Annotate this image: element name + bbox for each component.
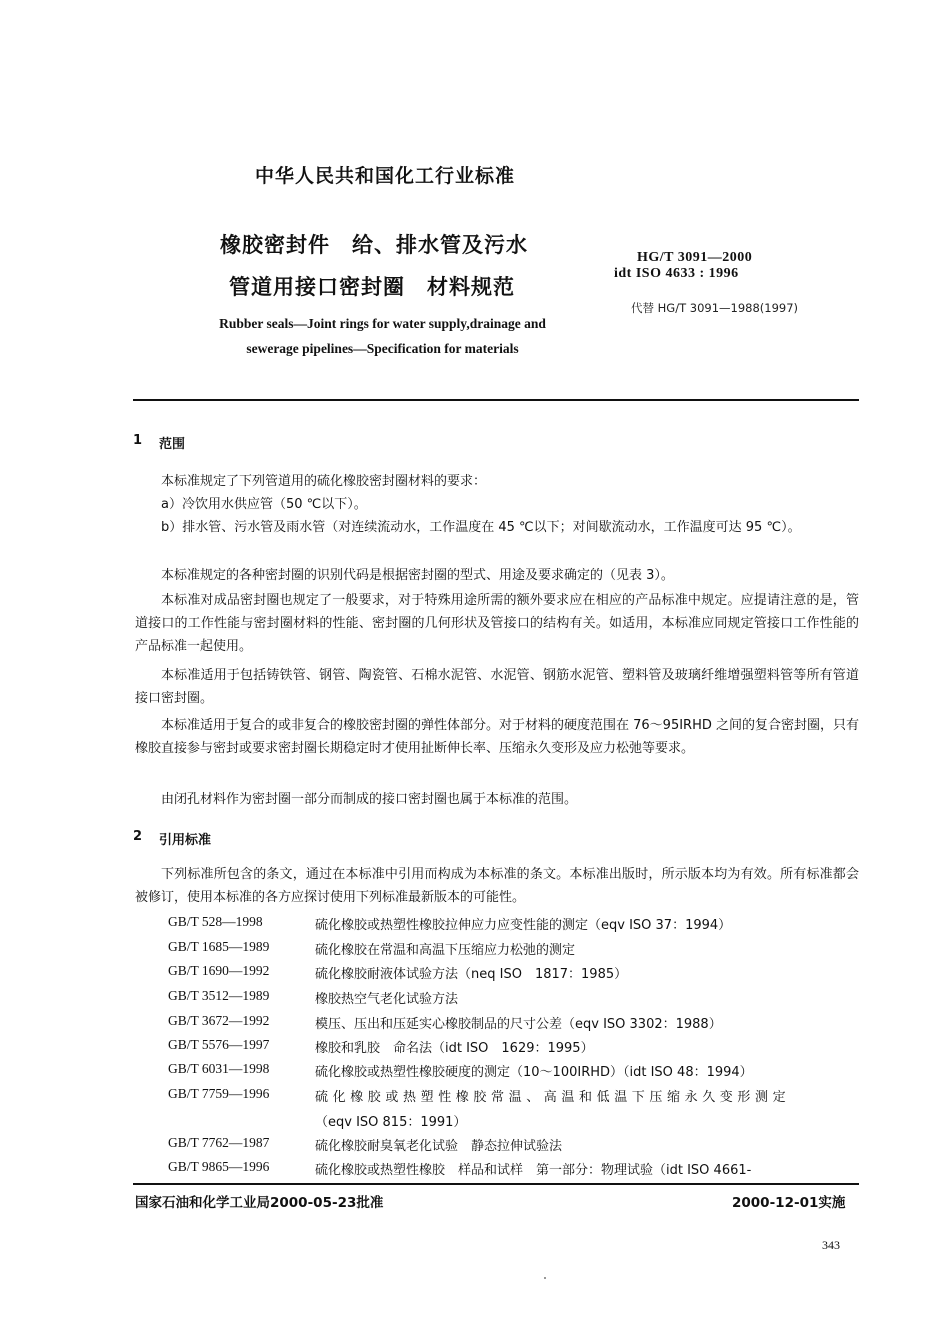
reference-title-continued: （eqv ISO 815：1991） bbox=[315, 1115, 467, 1130]
list-item-a: a）冷饮用水供应管（50 ℃以下）。 bbox=[161, 497, 367, 512]
section-2-number: 2 bbox=[133, 829, 143, 844]
reference-title: 硫化橡胶耐液体试验方法（neq ISO 1817：1985） bbox=[315, 967, 628, 982]
section-2-title: 引用标准 bbox=[159, 833, 212, 848]
title-line-2: 管道用接口密封圈 材料规范 bbox=[229, 275, 515, 299]
paragraph: 本标准适用于复合的或非复合的橡胶密封圈的弹性体部分。对于材料的硬度范围在 76～95IRHD 之间的复合密封圈，只有橡胶直接参与密封或要求密封圈长期稳定时才使用扯断伸长率、压缩永久变形及应力松弛等要求。 bbox=[135, 718, 860, 757]
reference-item bbox=[168, 914, 731, 933]
reference-title: 硫化橡胶耐臭氧老化试验 静态拉伸试验法 bbox=[315, 1139, 563, 1154]
reference-title: 模压、压出和压延实心橡胶制品的尺寸公差（eqv ISO 3302：1988） bbox=[315, 1017, 722, 1032]
replaces-note: 代替 HG/T 3091—1988(1997) bbox=[631, 301, 799, 315]
reference-code: GB/T 1690—1992 bbox=[168, 963, 270, 978]
reference-code: GB/T 7759—1996 bbox=[168, 1086, 270, 1101]
header-rule bbox=[133, 399, 859, 401]
implementation-date: 2000-12-01实施 bbox=[732, 1195, 846, 1211]
reference-item bbox=[168, 1086, 790, 1105]
footer-rule bbox=[133, 1183, 859, 1185]
paragraph: 本标准适用于包括铸铁管、钢管、陶瓷管、石棉水泥管、水泥管、钢筋水泥管、塑料管及玻璃纤维增强塑料管等所有管道接口密封圈。 bbox=[135, 668, 859, 707]
reference-code: GB/T 6031—1998 bbox=[168, 1061, 270, 1076]
reference-code: GB/T 5576—1997 bbox=[168, 1037, 270, 1052]
paragraph: 本标准规定了下列管道用的硫化橡胶密封圈材料的要求： bbox=[161, 474, 487, 489]
reference-code: GB/T 9865—1996 bbox=[168, 1159, 270, 1174]
section-1-title: 范围 bbox=[159, 437, 186, 452]
idt-number: idt ISO 4633 : 1996 bbox=[614, 266, 739, 281]
reference-item bbox=[168, 963, 627, 982]
paragraph: 本标准规定的各种密封圈的识别代码是根据密封圈的型式、用途及要求确定的（见表 3）。 bbox=[161, 568, 674, 583]
reference-item bbox=[168, 1013, 722, 1032]
reference-title: 橡胶热空气老化试验方法 bbox=[315, 992, 459, 1007]
reference-title: 硫化橡胶或热塑性橡胶拉伸应力应变性能的测定（eqv ISO 37：1994） bbox=[315, 918, 732, 933]
section-1-number: 1 bbox=[133, 433, 143, 448]
reference-title: 硫化橡胶或热塑性橡胶硬度的测定（10～100IRHD）（idt ISO 48：1994） bbox=[315, 1065, 753, 1080]
standard-number: HG/T 3091—2000 bbox=[637, 250, 753, 265]
english-title-line-2: sewerage pipelines—Specification for materials bbox=[246, 341, 519, 356]
reference-code: GB/T 3512—1989 bbox=[168, 988, 270, 1003]
scan-speck bbox=[544, 1277, 546, 1279]
paragraph: 由闭孔材料作为密封圈一部分而制成的接口密封圈也属于本标准的范围。 bbox=[161, 792, 578, 807]
reference-code: GB/T 3672—1992 bbox=[168, 1013, 270, 1028]
reference-code: GB/T 528—1998 bbox=[168, 914, 263, 929]
list-item-b: b）排水管、污水管及雨水管（对连续流动水，工作温度在 45 ℃以下；对间歇流动水，工作温度可达 95 ℃）。 bbox=[161, 520, 801, 535]
page-number: 343 bbox=[822, 1238, 840, 1252]
org-title: 中华人民共和国化工行业标准 bbox=[254, 165, 515, 187]
title-line-1: 橡胶密封件 给、排水管及污水 bbox=[220, 233, 528, 257]
reference-title: 橡胶和乳胶 命名法（idt ISO 1629：1995） bbox=[315, 1041, 594, 1056]
reference-code: GB/T 1685—1989 bbox=[168, 939, 270, 954]
paragraph: 下列标准所包含的条文，通过在本标准中引用而构成为本标准的条文。本标准出版时，所示版本均为有效。所有标准都会被修订，使用本标准的各方应探讨使用下列标准最新版本的可能性。 bbox=[135, 867, 859, 906]
reference-item bbox=[168, 1159, 751, 1178]
reference-title: 硫化橡胶或热塑性橡胶常温、高温和低温下压缩永久变形测定 bbox=[315, 1090, 791, 1105]
reference-title: 硫化橡胶在常温和高温下压缩应力松弛的测定 bbox=[315, 943, 576, 958]
reference-item bbox=[168, 1061, 753, 1080]
reference-item bbox=[168, 1037, 594, 1056]
reference-item bbox=[168, 988, 458, 1007]
reference-code: GB/T 7762—1987 bbox=[168, 1135, 270, 1150]
reference-title: 硫化橡胶或热塑性橡胶 样品和试样 第一部分：物理试验（idt ISO 4661- bbox=[315, 1163, 752, 1178]
reference-item bbox=[168, 939, 575, 958]
paragraph: 本标准对成品密封圈也规定了一般要求，对于特殊用途所需的额外要求应在相应的产品标准中规定。应提请注意的是，管道接口的工作性能与密封圈材料的性能、密封圈的几何形状及管接口的结构有关。如适用，本标准应同规定管接口工作性能的产品标准一起使用。 bbox=[135, 593, 859, 655]
reference-item bbox=[168, 1135, 562, 1154]
english-title-line-1: Rubber seals—Joint rings for water supply,drainage and bbox=[219, 316, 546, 331]
approval-line: 国家石油和化学工业局2000-05-23批准 bbox=[135, 1195, 384, 1211]
